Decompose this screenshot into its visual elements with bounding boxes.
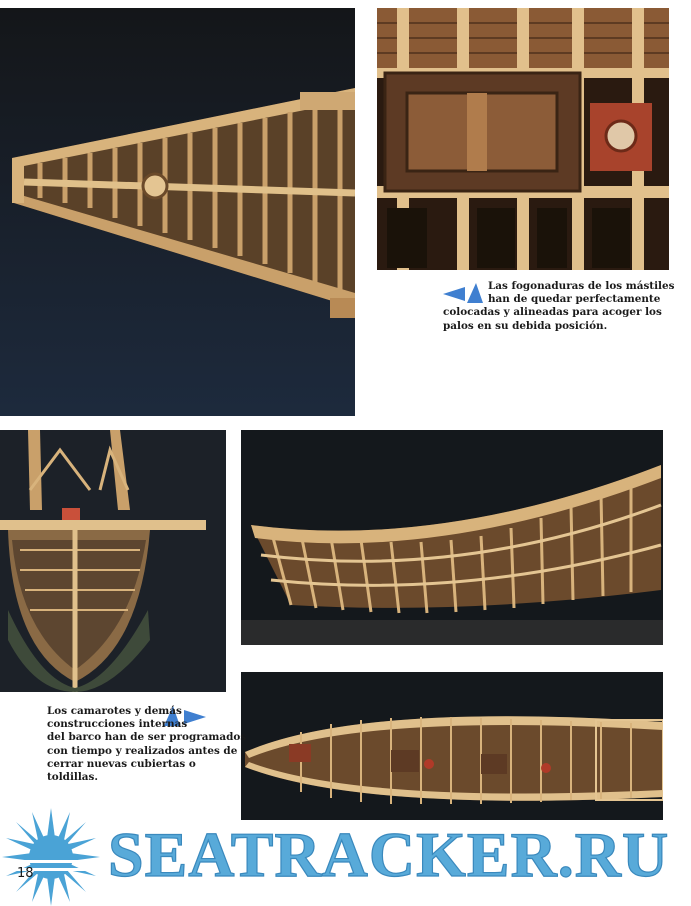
photo-bow-view [0, 430, 226, 692]
caption-line: cerrar nuevas cubiertas o [47, 757, 196, 770]
caption-line: Las fogonaduras de los mástiles [488, 280, 675, 292]
caption-line: colocadas y alineadas para acoger los [443, 306, 662, 319]
photo-deck-mast-hole [377, 8, 669, 270]
watermark-text: SEATRACKER.RU [108, 819, 670, 890]
caption-cabins [47, 705, 246, 784]
arrow-left-up-icon [443, 283, 483, 305]
caption-line: toldillas. [47, 771, 98, 784]
sun-logo-icon [2, 808, 100, 906]
caption-line: construcciones internas [47, 718, 188, 731]
caption-line: del barco han de ser programados [47, 731, 247, 744]
caption-line: con tiempo y realizados antes de [47, 744, 238, 757]
caption-mast-holes [443, 280, 675, 333]
page-number: 18 [17, 866, 34, 881]
photo-hull-frame-top [0, 8, 355, 416]
caption-line: palos en su debida posición. [443, 319, 608, 332]
caption-line: han de quedar perfectamente [488, 293, 661, 306]
photo-hull-side-view [241, 430, 663, 645]
caption-line: Los camarotes y demás [47, 705, 182, 717]
photo-hull-top-cabins [241, 672, 663, 820]
